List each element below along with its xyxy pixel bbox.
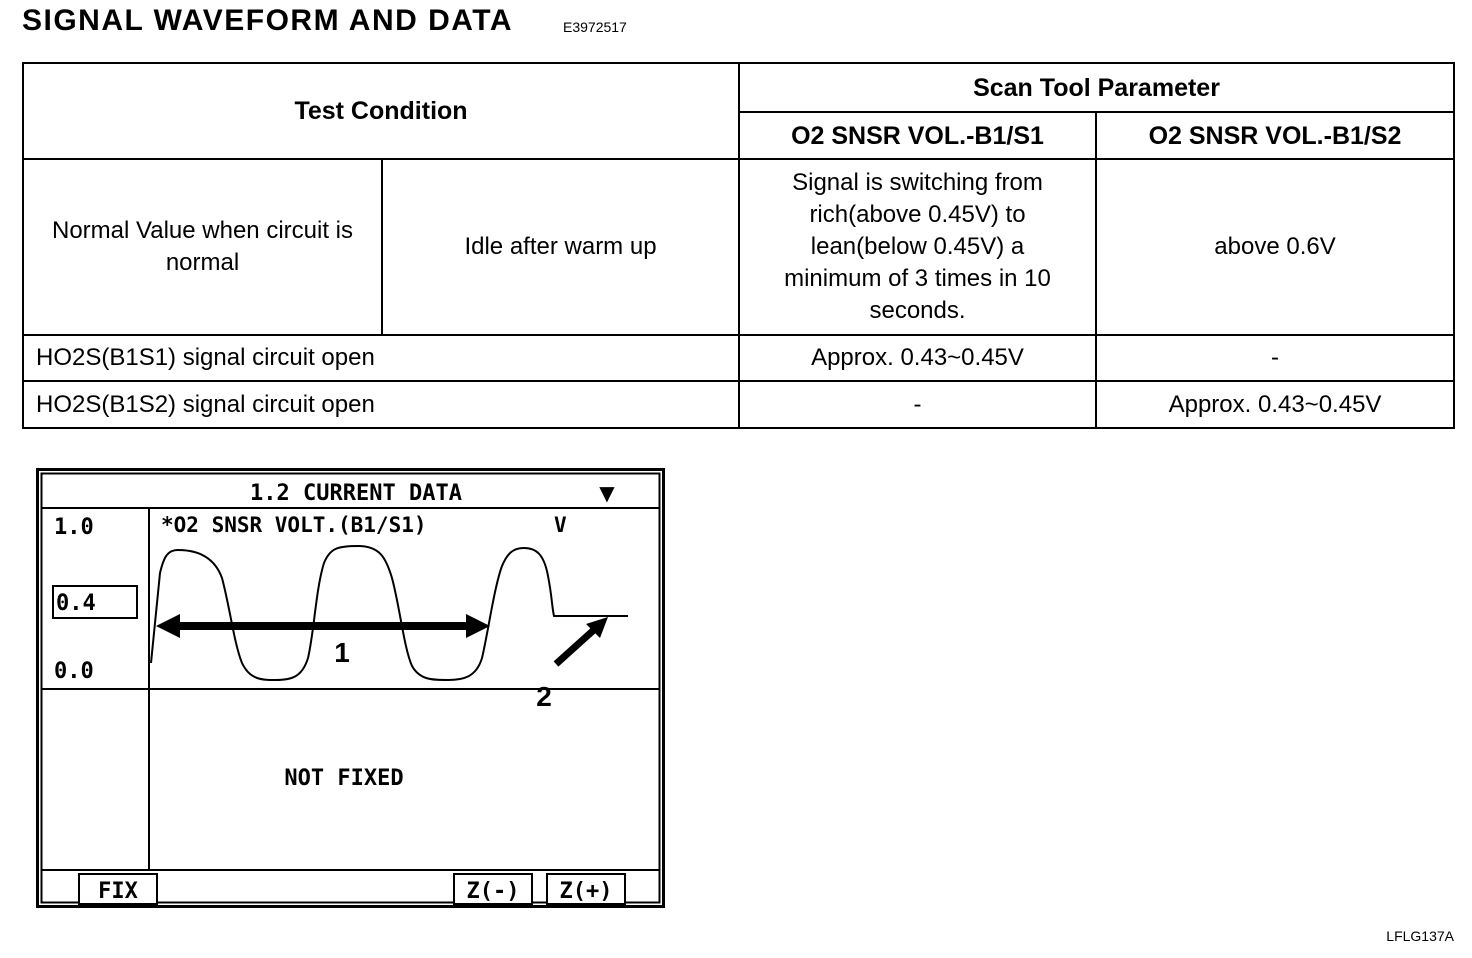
page-title: SIGNAL WAVEFORM AND DATA: [22, 4, 513, 37]
zoom-in-button-label[interactable]: Z(+): [559, 879, 613, 904]
o2-snsr-b1s1-header: O2 SNSR VOL.-B1/S1: [739, 112, 1096, 159]
menu-dropdown-icon[interactable]: ▼: [599, 481, 615, 505]
fix-button[interactable]: [79, 874, 157, 904]
fix-button-label[interactable]: FIX: [98, 879, 138, 904]
callout-1-label: 1: [334, 637, 350, 668]
b1s1-value-cell: -: [739, 381, 1096, 428]
b1s1-open-label: HO2S(B1S1) signal circuit open: [23, 335, 739, 381]
table-header-row: [23, 63, 1454, 112]
figure-label: LFLG137A: [1386, 928, 1454, 944]
y-axis-mid-label: 0.4: [56, 591, 96, 616]
zoom-out-button[interactable]: [454, 874, 532, 904]
b1s1-value-cell: Approx. 0.43~0.45V: [739, 335, 1096, 381]
b1s2-value-cell: -: [1096, 335, 1454, 381]
document-code: E3972517: [563, 19, 627, 35]
b1s2-open-label: HO2S(B1S2) signal circuit open: [23, 381, 739, 428]
zoom-in-button[interactable]: [547, 874, 625, 904]
table-row: [23, 159, 1454, 335]
y-axis-min-label: 0.0: [54, 659, 94, 684]
scan-tool-parameter-header: Scan Tool Parameter: [739, 63, 1454, 112]
parameter-unit: V: [554, 513, 567, 537]
screen-title: 1.2 CURRENT DATA: [250, 481, 462, 506]
table-row: [23, 335, 1454, 381]
test-condition-header: Test Condition: [23, 63, 739, 159]
scan-tool-parameter-table: [22, 62, 1455, 429]
condition-cell: Idle after warm up: [382, 159, 739, 335]
table-row: [23, 381, 1454, 428]
parameter-name: *O2 SNSR VOLT.(B1/S1): [161, 513, 427, 537]
normal-value-label: Normal Value when circuit is normal: [23, 159, 382, 335]
fix-status-text: NOT FIXED: [284, 766, 404, 791]
o2-snsr-b1s2-header: O2 SNSR VOL.-B1/S2: [1096, 112, 1454, 159]
callout-2-label: 2: [536, 681, 552, 712]
b1s2-value-cell: above 0.6V: [1096, 159, 1454, 335]
y-axis-max-label: 1.0: [54, 515, 94, 540]
b1s2-value-cell: Approx. 0.43~0.45V: [1096, 381, 1454, 428]
b1s1-value-cell: Signal is switching from rich(above 0.45V) to lean(below 0.45V) a minimum of 3 times in 10 seconds.: [739, 159, 1096, 335]
scan-tool-screen: [36, 468, 666, 910]
zoom-out-button-label[interactable]: Z(-): [466, 879, 520, 904]
